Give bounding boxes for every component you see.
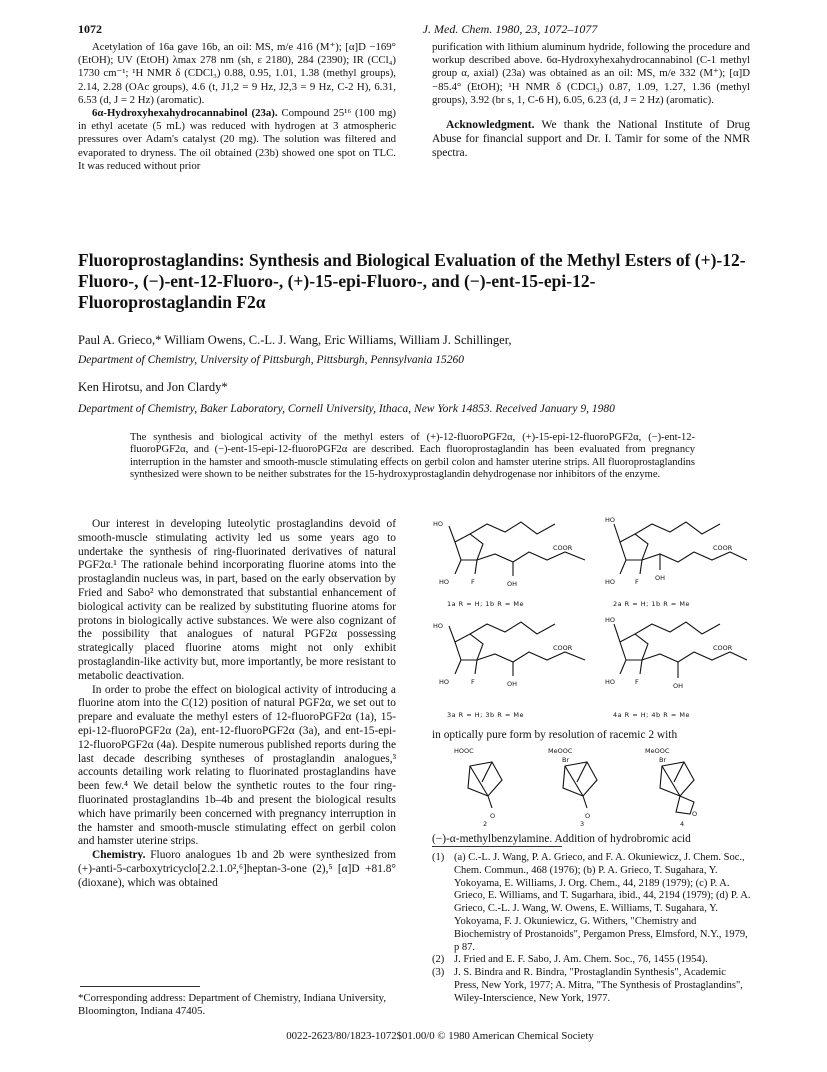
reference-2-number: (2) bbox=[432, 954, 445, 966]
ack-heading: Acknowledgment. bbox=[446, 119, 535, 132]
label-ho-3-bottom: HO bbox=[439, 678, 450, 686]
label-coor-3: COOR bbox=[553, 644, 573, 652]
reference-2 bbox=[432, 954, 752, 967]
label-ho-1-bottom: HO bbox=[439, 578, 450, 586]
tc-label-br-4: Br bbox=[659, 756, 667, 764]
reference-2-text: J. Fried and E. F. Sabo, J. Am. Chem. Soc., 76, 1455 (1954). bbox=[454, 954, 708, 966]
right-body-line-2: (−)-α-methylbenzylamine. Addition of hydrobromic acid bbox=[432, 833, 691, 845]
label-f-4: F bbox=[635, 678, 639, 686]
references-rule bbox=[432, 846, 562, 847]
tc-label-o-2: O bbox=[490, 812, 496, 820]
references bbox=[432, 852, 752, 1006]
tc-number-3: 3 bbox=[580, 820, 585, 826]
label-ho-3-top: HO bbox=[433, 622, 444, 630]
label-coor-4: COOR bbox=[713, 644, 733, 652]
label-oh-2: OH bbox=[655, 574, 666, 582]
copyright-line: 0022-2623/80/1823-1072$01.00/0 © 1980 American Chemical Society bbox=[286, 1030, 594, 1042]
reference-3-number: (3) bbox=[432, 967, 445, 979]
tc-label-br-3: Br bbox=[562, 756, 570, 764]
ack-text: We thank the National Institute of Drug Abuse for financial support and Dr. I. Tamir for some of the NMR spectra. bbox=[432, 119, 750, 160]
abstract: The synthesis and biological activity of the methyl esters of (+)-12-fluoroPGF2α, (+)-15-epi-12-fluoroPGF2α, (−)-ent-12-fluoroPGF2α, and (−)-ent-15-epi-12-fluoroPGF2α are described. Each fluoroprostaglandin has been evaluated from pregnancy interruption in the hamster and smooth-muscle stimulating effects on gerbil colon and hamster uterine strips. All fluoroprostaglandins synthesized were shown to be neither substrates for the 15-hydroxyprostaglandin dehydrogenase nor inhibitors of the enzyme. bbox=[130, 432, 695, 481]
compound-text: Compound 25¹⁶ (100 mg) in ethyl acetate (5 mL) was reduced with hydrogen at 3 atmospheric pressures over Adam's catalyst (20 mg). The solution was filtered and evaporated to dryness. The oil obtained (23b) showed one spot on TLC. It was reduced without prior bbox=[78, 107, 397, 172]
label-ho-2-bottom: HO bbox=[605, 578, 616, 586]
label-ho-4-top: HO bbox=[605, 616, 616, 624]
reference-3-text: J. S. Bindra and R. Bindra, "Prostaglandin Synthesis", Academic Press, New York, 1977; A. Mitra, "The Synthesis of Prostaglandins", Wiley-Interscience, New York, 1977. bbox=[454, 967, 743, 1004]
caption-3: 3a R = H; 3b R = Me bbox=[447, 711, 524, 719]
label-oh-4: OH bbox=[673, 682, 684, 690]
label-f-3: F bbox=[471, 678, 475, 686]
affiliation-pittsburgh: Department of Chemistry, University of Pittsburgh, Pittsburgh, Pennsylvania 15260 bbox=[78, 354, 464, 366]
label-oh-3: OH bbox=[507, 680, 518, 688]
top-right-column bbox=[432, 41, 750, 160]
footnote-rule bbox=[80, 986, 200, 987]
experimental-paragraph-23a bbox=[78, 107, 396, 173]
experimental-paragraph-continued: purification with lithium aluminum hydride, following the procedure and workup described above. 6α-Hydroxyhexahydrocannabinol (C-1 methyl group α, axial) (23a) was obtained as an oil: MS, m/e 332 (M⁺); [α]D −85.4° (EtOH); ¹H NMR δ (CDCl₃) 0.87, 1.09, 1.27, 1.36 (methyl groups), 3.92 (br s, 1, C-6 H), 6.05, 6.23 (d, J = 2 Hz) (aromatic). bbox=[432, 41, 750, 106]
authors-pittsburgh: Paul A. Grieco,* William Owens, C.-L. J. Wang, Eric Williams, William J. Schillinger, bbox=[78, 333, 512, 347]
reference-3 bbox=[432, 967, 752, 1005]
label-oh-1: OH bbox=[507, 580, 518, 588]
tc-number-2: 2 bbox=[483, 820, 488, 826]
body-left-column bbox=[78, 518, 396, 891]
caption-1: 1a R = H; 1b R = Me bbox=[447, 600, 524, 608]
acknowledgment bbox=[432, 118, 750, 160]
tc-number-4: 4 bbox=[680, 820, 685, 826]
authors-cornell: Ken Hirotsu, and Jon Clardy* bbox=[78, 380, 228, 394]
chemistry-heading: Chemistry. bbox=[92, 849, 146, 862]
chemistry-text: Fluoro analogues 1b and 2b were synthesized from (+)-anti-5-carboxytricyclo[2.2.1.0²,⁶]heptan-3-one (2),⁵ [α]D +81.8° (dioxane), which was obtained bbox=[78, 849, 396, 889]
tricyclic-structures bbox=[440, 744, 740, 826]
structure-4 bbox=[660, 762, 694, 814]
tc-label-o-4: O bbox=[692, 810, 698, 818]
body-paragraph-1: Our interest in developing luteolytic prostaglandins devoid of smooth-muscle stimulating activity led us some years ago to undertake the synthesis of ring-fluorinated derivatives of natural PGF2α.¹ The rationale behind incorporating fluorine atoms into the prostaglandin nucleus was, in part, based on the early observation by Fried and Sabo² who demonstrated that substantial enhancement of biological activity can be realized by substituting fluorine atoms for protons in biologically active substances. We were also cognizant of the possibility that analogues of natural PGF2α possessing strategically placed fluorine atoms might not only exhibit prostaglandin-like activity but, more importantly, be more resistant to metabolic deactivation. bbox=[78, 518, 396, 682]
structure-2 bbox=[468, 762, 502, 808]
reference-1-text: (a) C.-L. J. Wang, P. A. Grieco, and F. A. Okuniewicz, J. Chem. Soc., Chem. Commun., 468 (1976); (b) P. A. Grieco, T. Sugahara, Y. Yokoyama, E. Williams, J. Org. Chem., 44, 2189 (1979); (c) P. A. Grieco, E. Williams, and T. Sugarhara, ibid., 44, 2194 (1979); (d) P. A. Grieco, C.-L. J. Wang, W. Owens, E. Williams, T. Sugahara, Y. Yokoyama, F. J. Okuniewicz, G. Withers, "Chemistry and Biochemistry of Prostanoids", Pergamon Press, Elmsford, N.Y., 1979, p 87. bbox=[454, 852, 751, 953]
corresponding-footnote: *Corresponding address: Department of Chemistry, Indiana University, Bloomington, Indiana 47405. bbox=[78, 992, 387, 1017]
label-ho-4-bottom: HO bbox=[605, 678, 616, 686]
caption-2: 2a R = H; 1b R = Me bbox=[613, 600, 690, 608]
label-f-2: F bbox=[635, 578, 639, 586]
label-coor-1: COOR bbox=[553, 544, 573, 552]
experimental-paragraph-16b: Acetylation of 16a gave 16b, an oil: MS, m/e 416 (M⁺); [α]D −169° (EtOH); UV (EtOH) λmax 278 nm (sh, ε 2180), 284 (2390); IR (CCl₄) 1730 cm⁻¹; ¹H NMR δ (CDCl₃) 0.88, 0.95, 1.01, 1.38 (methyl groups), 2.14, 2.28 (OAc groups), 4.6 (t, J1,2 = 9 Hz, J2,3 = 9 Hz, C-2 H), 6.31, 6.53 (d, J = 2 Hz) (aromatic). bbox=[78, 41, 396, 106]
tc-label-meooc-3: MeOOC bbox=[548, 747, 573, 755]
structure-3 bbox=[563, 762, 597, 808]
reference-1 bbox=[432, 852, 752, 954]
caption-4: 4a R = H; 4b R = Me bbox=[613, 711, 690, 719]
top-left-column bbox=[78, 41, 396, 173]
compound-heading: 6α-Hydroxyhexahydrocannabinol (23a). bbox=[92, 107, 278, 120]
right-body-line-1: in optically pure form by resolution of racemic 2 with bbox=[432, 729, 678, 741]
body-paragraph-2: In order to probe the effect on biological activity of introducing a fluorine atom into the C(12) position of natural PGF2α, we set out to prepare and evaluate the methyl esters of 12-fluoroPGF2α (1a), 15-epi-12-fluoroPGF2α (2a), ent-12-fluoroPGF2α (3a), and ent-15-epi-12-fluoroPGF2α (4a). Despite numerous published reports during the last decade describing syntheses of prostaglandin analogues,³ accounts detailing work relating to fluorinated prostaglandins have been few.⁴ We detail below the synthetic routes to the four ring-fluorinated prostaglandins 1b–4b and present the biological results which have primarily been concerned with pregnancy interruption in the hamster and smooth-muscle stimulating effect on gerbil colon and hamster uterine strips. bbox=[78, 683, 396, 848]
label-ho-1-top: HO bbox=[433, 520, 444, 528]
running-head: J. Med. Chem. 1980, 23, 1072–1077 bbox=[422, 22, 598, 36]
tc-label-meooc-4: MeOOC bbox=[645, 747, 670, 755]
page-number: 1072 bbox=[78, 22, 102, 36]
tc-label-hooc: HOOC bbox=[454, 747, 474, 755]
label-coor-2: COOR bbox=[713, 544, 733, 552]
prostaglandin-structures bbox=[425, 512, 755, 722]
affiliation-cornell: Department of Chemistry, Baker Laboratory, Cornell University, Ithaca, New York 14853. Received January 9, 1980 bbox=[78, 403, 615, 415]
label-f-1: F bbox=[471, 578, 475, 586]
label-ho-2-top: HO bbox=[605, 516, 616, 524]
article-title: Fluoroprostaglandins: Synthesis and Biological Evaluation of the Methyl Esters of (+)-12-Fluoro-, (−)-ent-12-Fluoro-, (+)-15-epi-Fluoro-, and (−)-ent-15-epi-12-Fluoroprostaglandin F2α bbox=[78, 250, 746, 312]
reference-1-number: (1) bbox=[432, 852, 445, 863]
body-paragraph-3 bbox=[78, 849, 396, 890]
tc-label-o-3: O bbox=[585, 812, 591, 820]
